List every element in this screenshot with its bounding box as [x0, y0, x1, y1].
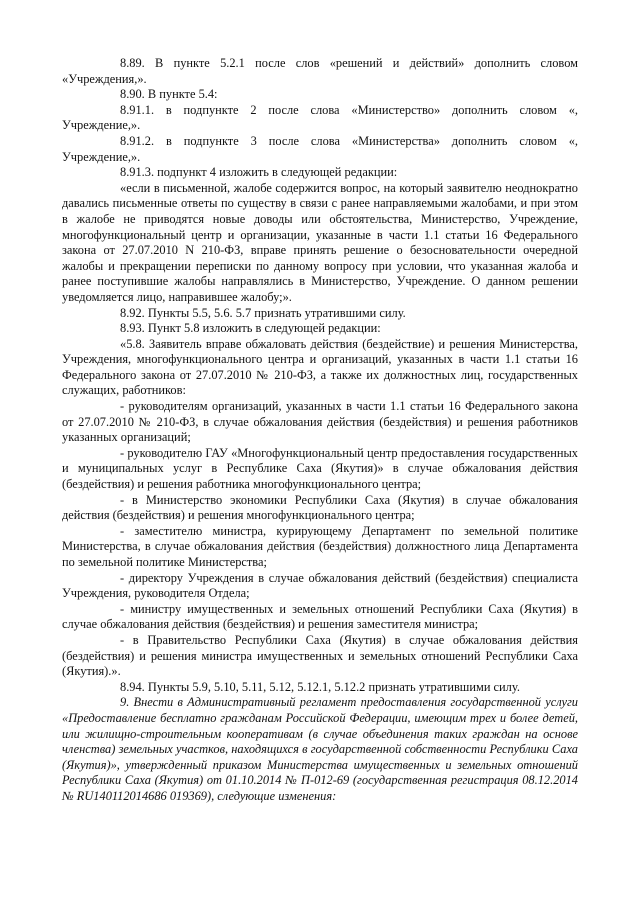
list-item-director: - директору Учреждения в случае обжалования действий (бездействия) специалиста Учреждения, руководителя Отдела;	[62, 570, 578, 601]
paragraph-quote-complaint: «если в письменной, жалобе содержится вопрос, на который заявителю неоднократно давались письменные ответы по существу в связи с ранее направляемыми жалобами, и при этом в жалобе не приводятся новые доводы или обстоятельства, Министерство, Учреждение, многофункциональный центр и организации, указанные в части 1.1 статьи 16 Федерального закона от 27.07.2010 N 210-ФЗ, вправе принять решение о безосновательности очередной жалобы и прекращении переписки по данному вопросу при условии, что указанная жалоба и ранее поступившие жалобы направлялись в Министерство, Учреждение. О данном решении уведомляется лицо, направившее жалобу;».	[62, 180, 578, 304]
list-item-ministry-economy: - в Министерство экономики Республики Саха (Якутия) в случае обжалования действия (бездействия) и решения многофункционального центра;	[62, 492, 578, 523]
paragraph-8-91-2: 8.91.2. в подпункте 3 после слова «Министерства» дополнить словом «, Учреждение,».	[62, 133, 578, 164]
list-item-deputy-minister: - заместителю министра, курирующему Департамент по земельной политике Министерства, в случае обжалования действия (бездействия) должностного лица Департамента по земельной политике Министерства;	[62, 523, 578, 569]
paragraph-8-93: 8.93. Пункт 5.8 изложить в следующей редакции:	[120, 321, 381, 336]
paragraph-8-92: 8.92. Пункты 5.5, 5.6. 5.7 признать утратившими силу.	[120, 305, 406, 320]
paragraph-8-89: 8.89. В пункте 5.2.1 после слов «решений и действий» дополнить словом «Учреждения,».	[62, 56, 578, 86]
paragraph-8-91-3: 8.91.3. подпункт 4 изложить в следующей редакции:	[120, 165, 398, 180]
paragraph-9-amendments: 9. Внести в Административный регламент предоставления государственной услуги «Предоставление бесплатно гражданам Российской Федерации, имеющим трех и более детей, или жилищно-строительным кооперативам (в случае объединения таких граждан на основе членства) земельных участков, находящихся в государственной собственности Республики Саха (Якутия)», утвержденный приказом Министерства имущественных и земельных отношений Республики Саха (Якутия) от 01.10.2014 № П-012-69 (государственная регистрация 08.12.2014 № RU140112014686 019369), следующие изменения:	[62, 695, 578, 803]
paragraph-8-91-1: 8.91.1. в подпункте 2 после слова «Министерство» дополнить словом «, Учреждение,».	[62, 102, 578, 133]
list-item-government: - в Правительство Республики Саха (Якутия) в случае обжалования действия (бездействия) и решения министра имущественных и земельных отношений Республики Саха (Якутия).».	[62, 632, 578, 679]
list-item-organization-heads: - руководителям организаций, указанных в части 1.1 статьи 16 Федерального закона от 27.07.2010 № 210-ФЗ, в случае обжалования действия (бездействия) и решения работников указанных организаций;	[62, 399, 578, 445]
paragraph-8-94: 8.94. Пункты 5.9, 5.10, 5.11, 5.12, 5.12.1, 5.12.2 признать утратившими силу.	[120, 679, 520, 694]
list-item-minister: - министру имущественных и земельных отношений Республики Саха (Якутия) в случае обжалования действия (бездействия) и решения заместителя министра;	[62, 601, 578, 632]
paragraph-8-90: 8.90. В пункте 5.4:	[120, 87, 218, 102]
list-item-gau-head: - руководителю ГАУ «Многофункциональный центр предоставления государственных и муниципальных услуг в Республике Саха (Якутия)» в случае обжалования действия (бездействия) и решения работника многофункционального центра;	[62, 445, 578, 492]
paragraph-5-8: «5.8. Заявитель вправе обжаловать действия (бездействие) и решения Министерства, Учреждения, многофункционального центра и организаций, указанных в части 1.1 статьи 16 Федерального закона от 27.07.2010 № 210-ФЗ, а также их должностных лиц, государственных служащих, работников:	[62, 336, 578, 398]
